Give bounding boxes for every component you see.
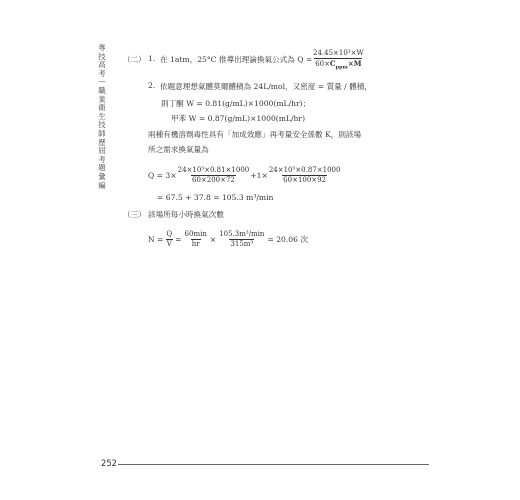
hr-den: hr bbox=[191, 240, 200, 248]
fraction-denominator bbox=[314, 58, 362, 72]
times-sign: × bbox=[209, 235, 217, 244]
eq-fraction-1 bbox=[177, 166, 251, 185]
q-over-v-fraction bbox=[165, 230, 173, 249]
eq-mid: +1× bbox=[250, 171, 268, 180]
den-part-m: ×M bbox=[347, 59, 362, 68]
toluene-weight-line: 甲苯 W = 0.87(g/mL)×1000(mL/hr) bbox=[171, 114, 306, 123]
q3-text: 該場所每小時換氣次數 bbox=[148, 210, 224, 219]
footer-rule bbox=[118, 464, 429, 465]
sixty-min-fraction bbox=[184, 230, 208, 249]
flow-over-volume-fraction bbox=[218, 230, 265, 249]
den-part-c: C bbox=[329, 59, 336, 68]
additive-effect-line1: 兩種有機溶劑毒性具有「加成效應」再考量安全係數 K，則該場 bbox=[148, 130, 362, 139]
q-num: Q bbox=[166, 230, 173, 238]
ventilation-equation bbox=[148, 166, 341, 185]
flow-num: 105.3m³/min bbox=[219, 230, 265, 238]
q2-item1-text: 在 1atm，25°C 推導出理論換氣公式為 Q = bbox=[160, 55, 313, 64]
sidebar-vertical-title: 專技高考—職業衛生技師歷屆考題彙編 bbox=[98, 43, 106, 190]
eq-prefix: Q = 3× bbox=[148, 171, 177, 180]
q2-item2-number: 2. bbox=[148, 81, 156, 90]
fraction-numerator: 24.45×10³×W bbox=[313, 49, 364, 57]
butanone-weight-line: 則丁酮 W = 0.81(g/mL)×1000(mL/hr)； bbox=[161, 99, 311, 108]
air-change-result: = 20.06 次 bbox=[267, 235, 308, 244]
eq-result: = 67.5 + 37.8 = 105.3 m³/min bbox=[157, 193, 274, 202]
q3-label: （三） bbox=[123, 210, 146, 219]
eq-fraction-2 bbox=[268, 166, 342, 185]
q2-item2-text: 依題意理想氣體莫爾體積為 24L/mol，又密度 = 質量 / 體積， bbox=[160, 82, 372, 91]
sixty-min-num: 60min bbox=[184, 230, 207, 238]
theoretical-ventilation-fraction bbox=[312, 49, 365, 72]
eq-fraction-1-den: 60×200×72 bbox=[191, 176, 235, 184]
eq-fraction-2-den: 60×100×92 bbox=[283, 176, 327, 184]
volume-den: 315m³ bbox=[230, 240, 254, 248]
q2-label: （二） bbox=[123, 55, 146, 64]
n-prefix: N = bbox=[148, 235, 164, 244]
den-part-a: 60× bbox=[315, 60, 330, 68]
additive-effect-line2: 所之需求換氣量為 bbox=[148, 145, 209, 154]
q2-item1-number: 1. bbox=[148, 54, 156, 63]
equals-sign: = bbox=[175, 235, 182, 244]
v-den: V bbox=[166, 240, 172, 248]
page-number: 252 bbox=[101, 458, 117, 468]
den-part-ppm: ppm bbox=[335, 64, 348, 71]
eq-fraction-2-num: 24×10³×0.87×1000 bbox=[268, 166, 341, 174]
air-change-equation bbox=[148, 230, 308, 249]
eq-fraction-1-num: 24×10³×0.81×1000 bbox=[177, 166, 250, 174]
